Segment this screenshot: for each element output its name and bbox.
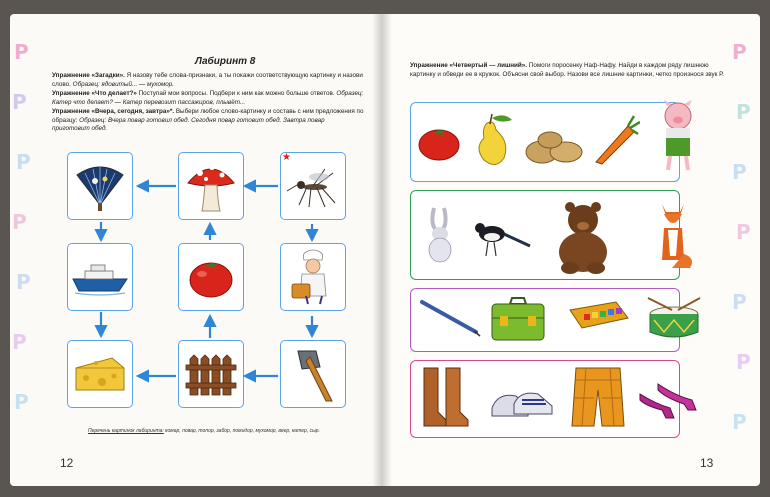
- bear-icon: [548, 196, 618, 276]
- item-carrot[interactable]: [590, 114, 640, 168]
- hare-icon: [420, 204, 460, 266]
- item-boots[interactable]: [420, 364, 472, 430]
- tomato-icon: [416, 122, 462, 162]
- decor-letter-left: Р: [12, 330, 27, 354]
- exercise-example: Образец: Вчера повар готовил обед. Сегодня повар готовит обед. Завтра повар приготовит обед.: [52, 116, 325, 133]
- exercise-example: Образец: Катер что делает? — Катер перевозит пассажиров, плывёт...: [52, 90, 364, 106]
- exercise-text: Помоги поросенку Наф-Нафу. Найди в каждом ряду лишнюю картинку и обведи ее в кружок. Объясни свой выбор. Назови все лишние картинки, четко произнося звук Р.: [410, 62, 724, 78]
- decor-letter-right: Р: [736, 220, 751, 244]
- shorts-icon: [570, 364, 626, 430]
- boots-icon: [420, 364, 472, 430]
- exercise-label: Упражнение «Загадки».: [52, 72, 125, 79]
- footnote-text: комар, повар, топор, забор, помидор, мухомор, веер, катер, сыр.: [163, 428, 320, 434]
- decor-letter-left: Р: [12, 210, 27, 234]
- decor-letter-left: Р: [16, 270, 31, 294]
- item-pear[interactable]: [470, 112, 520, 170]
- paints-icon: [568, 300, 630, 336]
- shoes-icon: [636, 374, 700, 428]
- item-bear[interactable]: [548, 196, 618, 276]
- decor-letter-right: Р: [732, 410, 747, 434]
- fox-icon: [650, 198, 696, 272]
- item-shoes[interactable]: [636, 374, 700, 428]
- item-paints[interactable]: [568, 300, 630, 336]
- magpie-icon: [470, 212, 532, 260]
- maze-picture-list: [88, 428, 358, 434]
- drum-icon: [644, 294, 704, 342]
- start-star: ★: [282, 152, 291, 163]
- maze-arrows: [10, 14, 382, 486]
- exercise-label: Упражнение «Четвертый — лишний».: [410, 62, 528, 69]
- decor-letter-right: Р: [736, 100, 751, 124]
- exercise-text: Выбери любое слово-картинку и составь с ним предложения по образцу:: [52, 108, 364, 124]
- exercise-text: Поступай мои вопросы. Подбери к ним как можно больше ответов.: [136, 90, 335, 97]
- exercise-example: Образец: ядовитый... — мухомор.: [70, 80, 175, 88]
- sneakers-icon: [488, 382, 556, 422]
- carrot-icon: [590, 114, 640, 168]
- item-drum[interactable]: [644, 294, 704, 342]
- exercise-odd-one-out: [410, 62, 730, 79]
- decor-letter-left: Р: [14, 390, 29, 414]
- potatoes-icon: [522, 126, 586, 166]
- exercise-label: Упражнение «Вчера, сегодня, завтра»*.: [52, 108, 175, 115]
- item-magpie[interactable]: [470, 212, 532, 260]
- page-number-right: 13: [700, 456, 714, 470]
- item-satchel[interactable]: [486, 292, 550, 344]
- exercise-text: Я назову тебе слова-признаки, а ты покажи соответствующую картинку и назови слово.: [52, 72, 363, 88]
- pear-icon: [470, 112, 520, 170]
- page-number-left: 12: [60, 456, 74, 470]
- pen-icon: [418, 296, 482, 340]
- decor-letter-right: Р: [732, 40, 747, 64]
- item-fox[interactable]: [650, 198, 696, 272]
- decor-letter-right: Р: [732, 160, 747, 184]
- item-tomato[interactable]: [416, 122, 462, 162]
- item-sneakers[interactable]: [488, 382, 556, 422]
- decor-letter-left: Р: [12, 90, 27, 114]
- item-hare[interactable]: [420, 204, 460, 266]
- page-title: Лабиринт 8: [195, 56, 256, 67]
- decor-letter-right: Р: [736, 350, 751, 374]
- satchel-icon: [486, 292, 550, 344]
- item-pen[interactable]: [418, 296, 482, 340]
- exercise-label: Упражнение «Что делает?»: [52, 90, 137, 97]
- decor-letter-left: Р: [16, 150, 31, 174]
- decor-letter-left: Р: [14, 40, 29, 64]
- footnote-label: Перечень картинок лабиринта:: [88, 428, 164, 434]
- item-potatoes[interactable]: [522, 126, 586, 166]
- item-shorts[interactable]: [570, 364, 626, 430]
- piglet-icon: [654, 100, 702, 174]
- piglet-naf-naf: [654, 100, 702, 174]
- decor-letter-right: Р: [732, 290, 747, 314]
